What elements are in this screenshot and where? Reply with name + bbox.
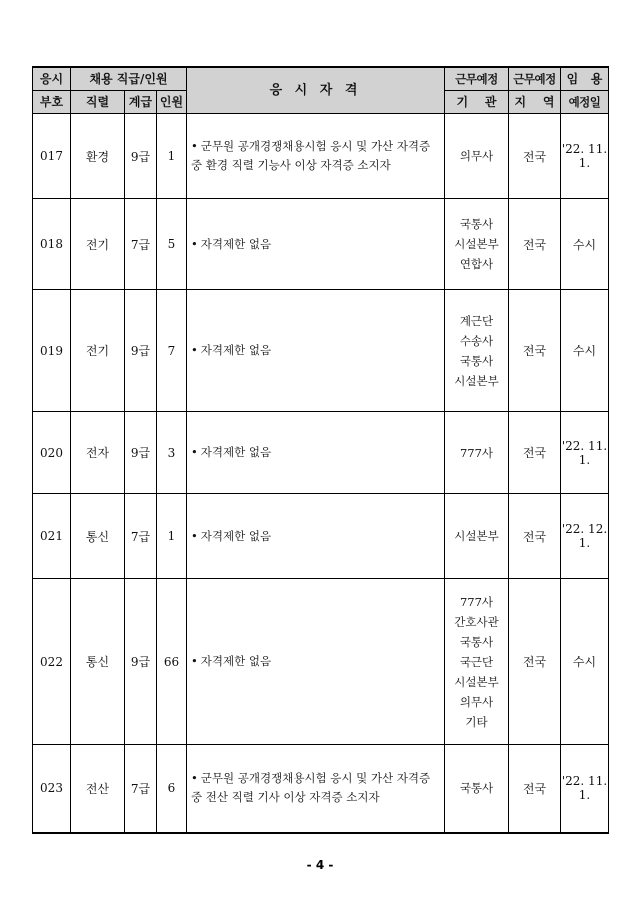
row-date: '22. 11. 1. — [561, 745, 609, 833]
table-row — [33, 290, 609, 412]
bullet-icon: • — [191, 236, 198, 251]
row-qualification-text: 자격제한 없음 — [200, 654, 272, 668]
row-qualification — [187, 290, 445, 412]
agency-item: 시설본부 — [454, 529, 499, 543]
row-region: 전국 — [509, 114, 561, 199]
header-agency-bottom: 기 관 — [445, 91, 509, 114]
agency-item: 777사 — [459, 594, 494, 609]
row-agency — [445, 290, 509, 412]
row-region: 전국 — [509, 494, 561, 579]
row-count: 6 — [157, 745, 187, 833]
table-row — [33, 579, 609, 745]
row-no: 017 — [33, 114, 71, 199]
bullet-icon: • — [191, 528, 198, 543]
agency-item: 국통사 — [459, 217, 494, 231]
header-qualification: 응 시 자 격 — [187, 67, 445, 114]
row-region: 전국 — [509, 290, 561, 412]
row-qualification — [187, 579, 445, 745]
header-apply-no-bottom: 부호 — [33, 91, 71, 114]
agency-item: 국통사 — [459, 353, 494, 368]
row-no: 022 — [33, 579, 71, 745]
bullet-icon: • — [191, 771, 198, 786]
bullet-icon: • — [191, 139, 198, 153]
row-grade: 7급 — [125, 494, 157, 579]
row-grade: 9급 — [125, 579, 157, 745]
table-row — [33, 745, 609, 833]
header-appoint-top: 임 용 — [561, 67, 609, 91]
agency-item: 연합사 — [459, 257, 494, 271]
recruitment-table — [32, 66, 609, 834]
row-date: '22. 12. 1. — [561, 494, 609, 579]
agency-item: 의무사 — [459, 694, 494, 709]
row-job: 전기 — [71, 290, 125, 412]
row-grade: 7급 — [125, 745, 157, 833]
recruitment-table-container — [32, 66, 609, 834]
row-qualification-text: 군무원 공개경쟁채용시험 응시 및 가산 자격증 중 환경 직렬 기능사 이상 자격증 소지자 — [191, 139, 431, 172]
header-region-top: 근무예정 — [509, 67, 561, 91]
bullet-icon: • — [191, 445, 198, 459]
agency-item: 수송사 — [459, 333, 494, 348]
row-date: 수시 — [561, 579, 609, 745]
row-qualification-text: 자격제한 없음 — [200, 343, 272, 357]
row-agency — [445, 494, 509, 579]
table-row — [33, 494, 609, 579]
agency-item: 계근단 — [459, 313, 494, 328]
row-date: '22. 11. 1. — [561, 114, 609, 199]
row-agency — [445, 114, 509, 199]
header-job: 직렬 — [71, 91, 125, 114]
row-date: 수시 — [561, 290, 609, 412]
agency-item: 777사 — [459, 445, 494, 460]
header-appoint-bottom: 예정일 — [561, 91, 609, 114]
table-header — [33, 67, 609, 114]
table-row — [33, 199, 609, 290]
row-grade: 9급 — [125, 290, 157, 412]
row-qualification — [187, 494, 445, 579]
row-date: '22. 11. 1. — [561, 412, 609, 494]
header-apply-no-top: 응시 — [33, 67, 71, 91]
header-grade: 계급 — [125, 91, 157, 114]
row-count: 1 — [157, 494, 187, 579]
row-region: 전국 — [509, 745, 561, 833]
row-qualification-text: 자격제한 없음 — [200, 528, 272, 543]
row-count: 5 — [157, 199, 187, 290]
row-no: 019 — [33, 290, 71, 412]
row-count: 66 — [157, 579, 187, 745]
row-no: 021 — [33, 494, 71, 579]
row-qualification — [187, 745, 445, 833]
row-grade: 9급 — [125, 114, 157, 199]
header-region-bottom: 지 역 — [509, 91, 561, 114]
agency-item: 국통사 — [459, 781, 494, 796]
header-group-title: 채용 직급/인원 — [71, 67, 187, 91]
agency-item: 국통사 — [459, 634, 494, 649]
agency-item: 국근단 — [459, 654, 494, 669]
agency-item: 기타 — [465, 714, 488, 729]
row-grade: 7급 — [125, 199, 157, 290]
bullet-icon: • — [191, 343, 198, 357]
row-no: 023 — [33, 745, 71, 833]
table-row — [33, 412, 609, 494]
page-number: - 4 - — [306, 858, 334, 872]
row-grade: 9급 — [125, 412, 157, 494]
row-qualification-text: 자격제한 없음 — [200, 445, 272, 459]
row-qualification — [187, 114, 445, 199]
bullet-icon: • — [191, 654, 198, 668]
row-count: 3 — [157, 412, 187, 494]
row-agency — [445, 579, 509, 745]
row-region: 전국 — [509, 199, 561, 290]
row-job: 전산 — [71, 745, 125, 833]
table-row — [33, 114, 609, 199]
row-count: 1 — [157, 114, 187, 199]
header-count: 인원 — [157, 91, 187, 114]
row-agency — [445, 412, 509, 494]
row-date: 수시 — [561, 199, 609, 290]
row-region: 전국 — [509, 412, 561, 494]
agency-item: 시설본부 — [454, 674, 499, 689]
row-job: 전자 — [71, 412, 125, 494]
row-no: 020 — [33, 412, 71, 494]
row-job: 통신 — [71, 494, 125, 579]
row-job: 환경 — [71, 114, 125, 199]
row-count: 7 — [157, 290, 187, 412]
agency-item: 간호사관 — [454, 614, 499, 629]
row-qualification — [187, 199, 445, 290]
row-qualification — [187, 412, 445, 494]
row-qualification-text: 자격제한 없음 — [200, 236, 272, 251]
row-agency — [445, 199, 509, 290]
table-body — [33, 114, 609, 833]
agency-item: 의무사 — [459, 149, 494, 163]
row-job: 전기 — [71, 199, 125, 290]
row-region: 전국 — [509, 579, 561, 745]
row-no: 018 — [33, 199, 71, 290]
row-qualification-text: 군무원 공개경쟁채용시험 응시 및 가산 자격증 중 전산 직렬 기사 이상 자격증 소지자 — [191, 771, 431, 805]
header-agency-top: 근무예정 — [445, 67, 509, 91]
agency-item: 시설본부 — [454, 373, 499, 388]
row-job: 통신 — [71, 579, 125, 745]
row-agency — [445, 745, 509, 833]
agency-item: 시설본부 — [454, 237, 499, 251]
